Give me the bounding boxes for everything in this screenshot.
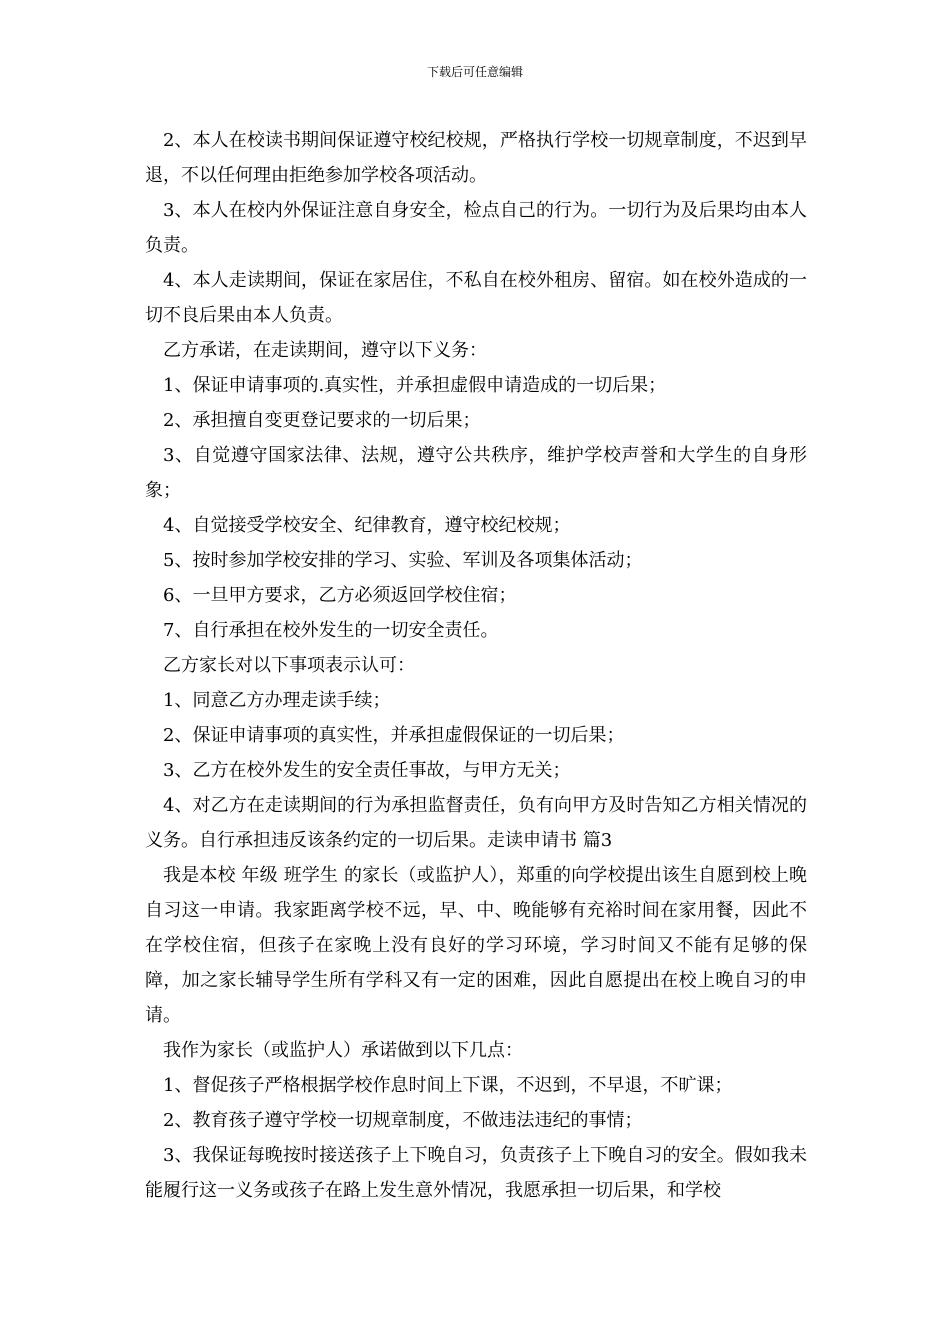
- paragraph: 4、本人走读期间，保证在家居住，不私自在校外租房、留宿。如在校外造成的一切不良后果由本人负责。: [145, 270, 807, 326]
- paragraph: 2、承担擅自变更登记要求的一切后果；: [163, 410, 481, 431]
- paragraph: 1、督促孩子严格根据学校作息时间上下课，不迟到，不早退，不旷课；: [163, 1075, 733, 1096]
- paragraph: 7、自行承担在校外发生的一切安全责任。: [163, 620, 499, 641]
- paragraph: 我作为家长（或监护人）承诺做到以下几点：: [163, 1040, 523, 1061]
- paragraph: 6、一旦甲方要求，乙方必须返回学校住宿；: [163, 585, 517, 606]
- paragraph: 2、保证申请事项的真实性，并承担虚假保证的一切后果；: [163, 725, 625, 746]
- paragraph: 我是本校 年级 班学生 的家长（或监护人），郑重的向学校提出该生自愿到校上晚自习这一申请。我家距离学校不远，早、中、晚能够有充裕时间在家用餐，因此不在学校住宿，但孩子在家晚上没有良好的学习环境，学习时间又不能有足够的保障，加之家长辅导学生所有学科又有一定的困难，因此自愿提出在校上晚自习的申请。: [145, 865, 807, 1026]
- paragraph: 3、自觉遵守国家法律、法规，遵守公共秩序，维护学校声誉和大学生的自身形象；: [145, 445, 807, 501]
- paragraph: 5、按时参加学校安排的学习、实验、军训及各项集体活动；: [163, 550, 643, 571]
- page-header: 下载后可任意编辑: [426, 65, 523, 79]
- paragraph: 乙方承诺，在走读期间，遵守以下义务：: [163, 340, 487, 361]
- document-body: [145, 123, 807, 1208]
- paragraph: 2、教育孩子遵守学校一切规章制度，不做违法违纪的事情；: [163, 1110, 643, 1131]
- paragraph: 4、对乙方在走读期间的行为承担监督责任，负有向甲方及时告知乙方相关情况的义务。自行承担违反该条约定的一切后果。走读申请书 篇3: [145, 795, 807, 851]
- paragraph: 1、同意乙方办理走读手续；: [163, 690, 391, 711]
- paragraph: 3、我保证每晚按时接送孩子上下晚自习，负责孩子上下晚自习的安全。假如我未能履行这一义务或孩子在路上发生意外情况，我愿承担一切后果，和学校: [145, 1145, 807, 1201]
- paragraph: 1、保证申请事项的.真实性，并承担虚假申请造成的一切后果；: [163, 375, 667, 396]
- paragraph: 3、乙方在校外发生的安全责任事故，与甲方无关；: [163, 760, 571, 781]
- paragraph: 4、自觉接受学校安全、纪律教育，遵守校纪校规；: [163, 515, 571, 536]
- paragraph: 3、本人在校内外保证注意自身安全，检点自己的行为。一切行为及后果均由本人负责。: [145, 200, 807, 256]
- paragraph: 乙方家长对以下事项表示认可：: [163, 655, 415, 676]
- paragraph: 2、本人在校读书期间保证遵守校纪校规，严格执行学校一切规章制度，不迟到早退，不以任何理由拒绝参加学校各项活动。: [145, 130, 807, 186]
